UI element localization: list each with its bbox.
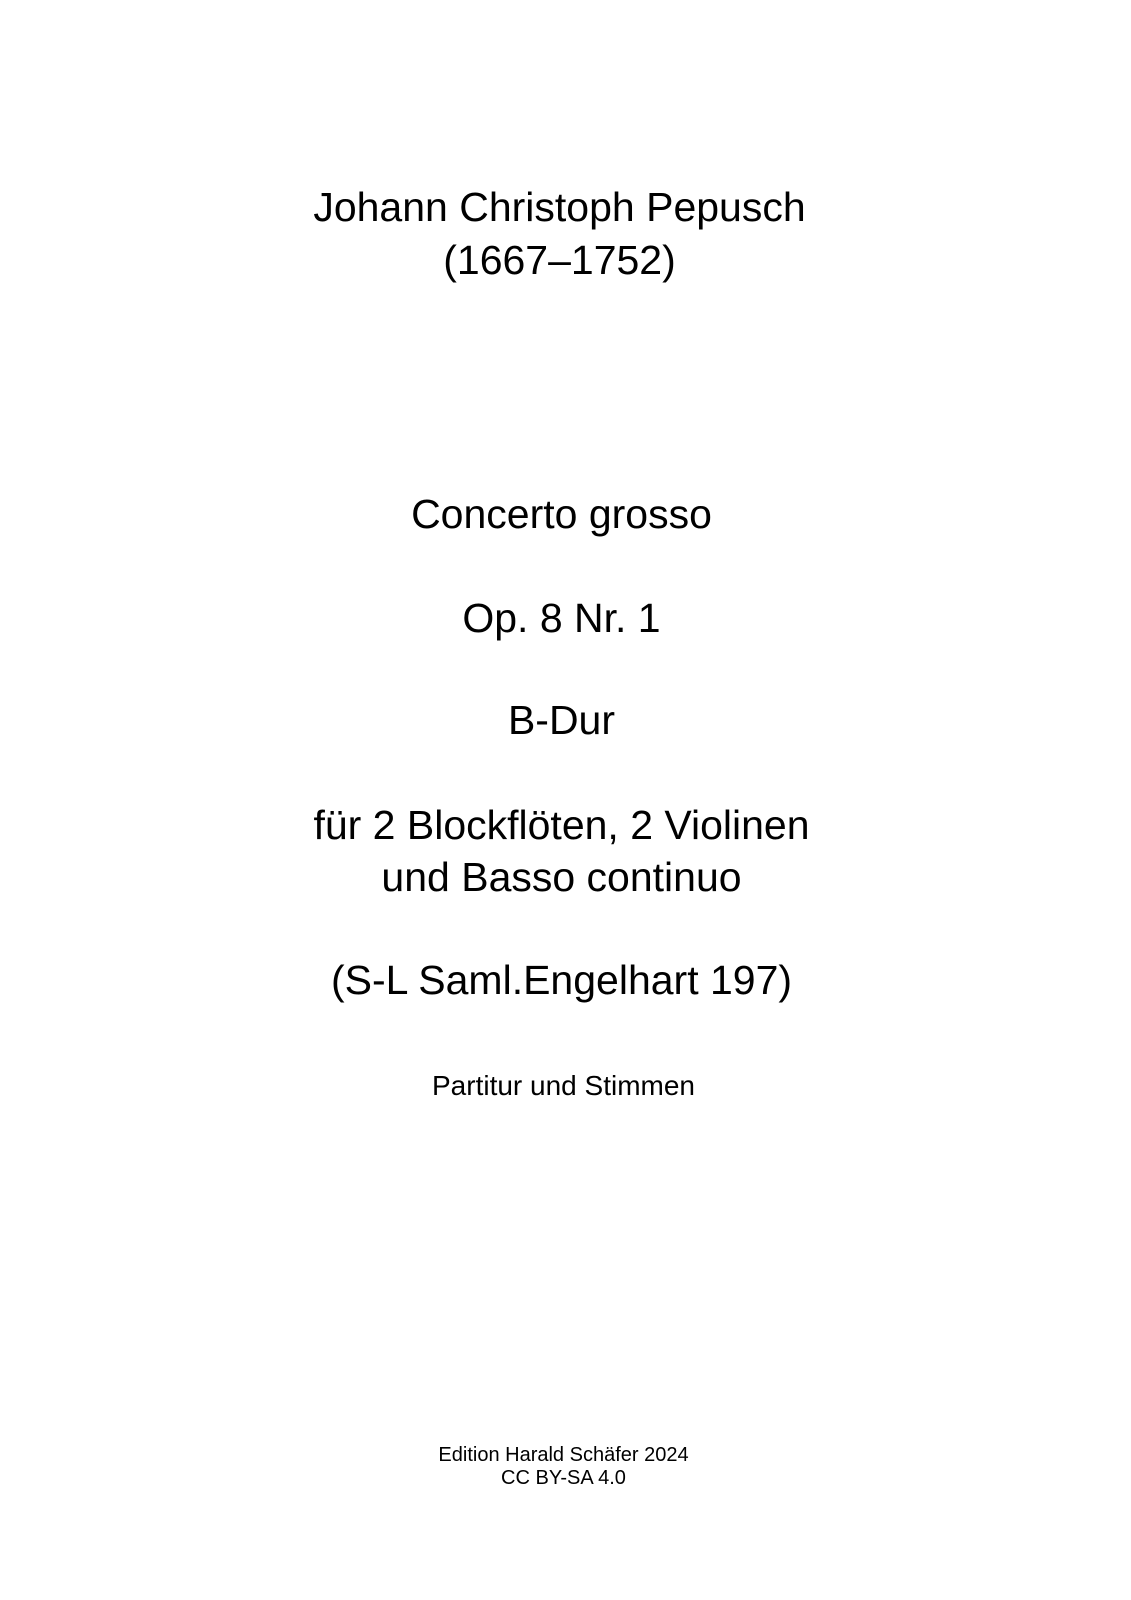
instrumentation-line-1: für 2 Blockflöten, 2 Violinen <box>313 802 810 848</box>
publisher-edition: Edition Harald Schäfer 2024 <box>438 1444 689 1466</box>
instrumentation-line-2: und Basso continuo <box>381 854 742 900</box>
edition-contents: Partitur und Stimmen <box>432 1070 695 1101</box>
composer-dates: (1667–1752) <box>443 237 676 283</box>
source-reference: (S-L Saml.Engelhart 197) <box>330 957 793 1003</box>
opus-number: Op. 8 Nr. 1 <box>462 595 661 641</box>
work-key: B-Dur <box>507 697 616 743</box>
license-notice: CC BY-SA 4.0 <box>501 1467 626 1489</box>
work-title: Concerto grosso <box>411 491 712 537</box>
composer-name: Johann Christoph Pepusch <box>313 184 806 230</box>
